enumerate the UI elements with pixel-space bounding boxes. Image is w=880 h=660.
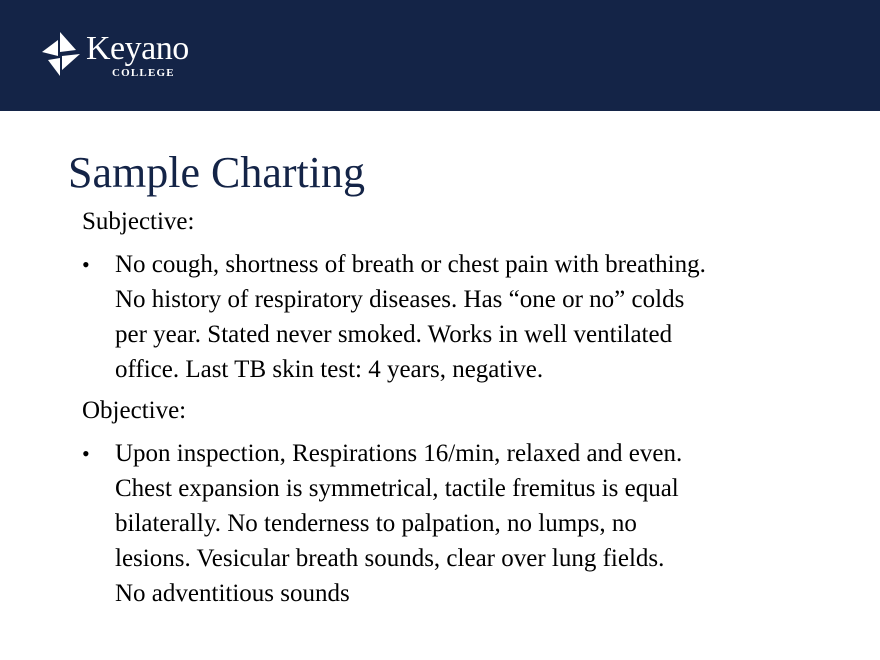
objective-line: No adventitious sounds xyxy=(115,580,350,607)
objective-line: Chest expansion is symmetrical, tactile fremitus is equal xyxy=(115,475,679,502)
objective-line: lesions. Vesicular breath sounds, clear over lung fields. xyxy=(115,545,665,572)
objective-label: Objective: xyxy=(82,397,187,424)
subjective-line: No cough, shortness of breath or chest pain with breathing. xyxy=(115,251,706,278)
subjective-bullet xyxy=(82,247,842,387)
subjective-label: Subjective: xyxy=(82,208,195,235)
keyano-logo-icon xyxy=(38,30,82,78)
objective-line: bilaterally. No tenderness to palpation, no lumps, no xyxy=(115,510,637,537)
logo-name: Keyano xyxy=(86,30,189,67)
slide-content xyxy=(82,204,842,617)
objective-bullet xyxy=(82,436,842,611)
slide-title: Sample Charting xyxy=(68,148,365,197)
header-band xyxy=(0,0,880,111)
keyano-college-logo xyxy=(38,30,189,90)
subjective-line: No history of respiratory diseases. Has “one or no” colds xyxy=(115,286,685,313)
subjective-line: office. Last TB skin test: 4 years, negative. xyxy=(115,356,544,383)
subjective-line: per year. Stated never smoked. Works in well ventilated xyxy=(115,321,673,348)
objective-line: Upon inspection, Respirations 16/min, relaxed and even. xyxy=(115,440,683,467)
logo-subtitle: COLLEGE xyxy=(112,67,175,79)
bullet-marker: • xyxy=(82,441,90,466)
bullet-marker: • xyxy=(82,252,90,277)
